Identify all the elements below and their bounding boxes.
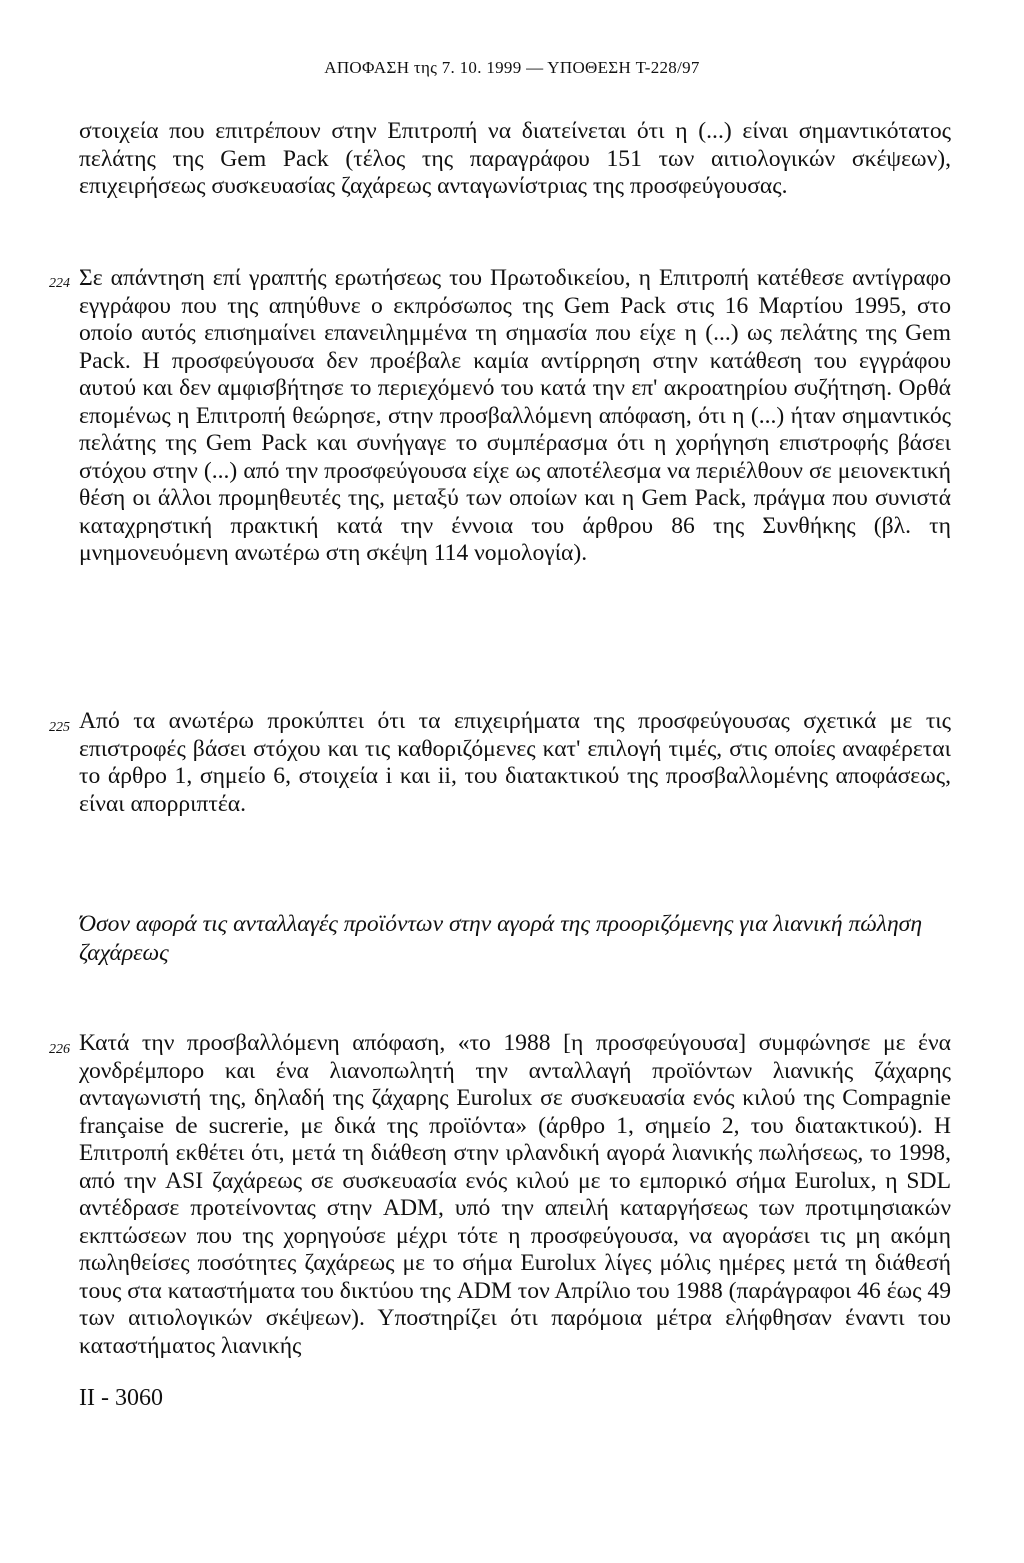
- paragraph-number-224: 224: [49, 276, 70, 291]
- page-number: II - 3060: [79, 1385, 163, 1411]
- paragraph-226: Κατά την προσβαλλόμενη απόφαση, «το 1988 [η προσφεύγουσα] συμφώνησε με ένα χονδρέμπορο και ένα λιανοπωλητή την ανταλλαγή προϊόντων λιανικής ζάχαρης ανταγωνιστή της, δηλαδή της ζάχαρης Eurolux σε συσκευασία ενός κιλού της Compagnie française de sucrerie, με δικά της προϊόντα» (άρθρο 1, σημείο 2, του διατακτικού). Η Επιτροπή εκθέτει ότι, μετά τη διάθεση στην ιρλανδική αγορά λιανικής πωλήσεως, το 1998, από την ASI ζαχάρεως σε συσκευασία ενός κιλού με το εμπορικό σήμα Eurolux, η SDL αντέδρασε προτείνοντας στην ADM, υπό την απειλή καταργήσεως των προτιμησιακών εκπτώσεων που της χορηγούσε μέχρι τότε η προσφεύγουσα, να αγοράσει τις μη ακόμη πωληθείσες ποσότητες ζαχάρεως με το σήμα Eurolux λίγες μόλις ημέρες μετά τη διάθεσή τους στα καταστήματα του δικτύου της ADM τον Απρίλιο του 1988 (παράγραφοι 46 έως 49 των αιτιολογικών σκέψεων). Υποστηρίζει ότι παρόμοια μέτρα ελήφθησαν έναντι του καταστήματος λιανικής: [79, 1030, 951, 1359]
- paragraph-number-225: 225: [49, 720, 70, 735]
- paragraph-225: Από τα ανωτέρω προκύπτει ότι τα επιχειρήματα της προσφεύγουσας σχετικά με τις επιστροφές βάσει στόχου και τις καθοριζόμενες κατ' επιλογή τιμές, στις οποίες αναφέρεται το άρθρο 1, σημείο 6, στοιχεία i και ii, του διατακτικού της προσβαλλομένης αποφάσεως, είναι απορριπτέα.: [79, 708, 951, 817]
- running-header: ΑΠΟΦΑΣΗ της 7. 10. 1999 — ΥΠΟΘΕΣΗ T-228/97: [324, 58, 700, 77]
- section-heading: Όσον αφορά τις ανταλλαγές προϊόντων στην αγορά της προοριζόμενης για λιανική πώληση ζαχάρεως: [79, 911, 923, 966]
- paragraph-number-226: 226: [49, 1042, 70, 1057]
- paragraph-224: Σε απάντηση επί γραπτής ερωτήσεως του Πρωτοδικείου, η Επιτροπή κατέθεσε αντίγραφο εγγράφου που της απηύθυνε ο εκπρόσωπος της Gem Pack στις 16 Μαρτίου 1995, στο οποίο αυτός επισημαίνει επανειλημμένα τη σημασία που είχε η (...) ως πελάτης της Gem Pack. Η προσφεύγουσα δεν προέβαλε καμία αντίρρηση στην κατάθεση του εγγράφου αυτού και δεν αμφισβήτησε το περιεχόμενό του κατά την επ' ακροατηρίου συζήτηση. Ορθά επομένως η Επιτροπή θεώρησε, στην προσβαλλόμενη απόφαση, ότι η (...) ήταν σημαντικός πελάτης της Gem Pack και συνήγαγε το συμπέρασμα ότι η χορήγηση επιστροφής βάσει στόχου στην (...) από την προσφεύγουσα είχε ως αποτέλεσμα να περιέλθουν σε μειονεκτική θέση οι άλλοι προμηθευτές της, μεταξύ των οποίων και η Gem Pack, πράγμα που συνιστά καταχρηστική πρακτική κατά την έννοια του άρθρου 86 της Συνθήκης (βλ. τη μνημονευόμενη ανωτέρω στη σκέψη 114 νομολογία).: [79, 265, 951, 566]
- paragraph-continued: στοιχεία που επιτρέπουν στην Επιτροπή να διατείνεται ότι η (...) είναι σημαντικότατος πελάτης της Gem Pack (τέλος της παραγράφου 151 των αιτιολογικών σκέψεων), επιχειρήσεως συσκευασίας ζαχάρεως ανταγωνίστριας της προσφεύγουσας.: [79, 118, 951, 199]
